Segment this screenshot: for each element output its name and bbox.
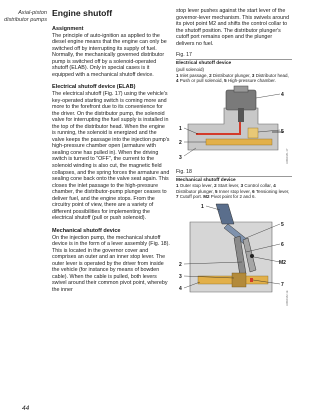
side-note: Axial-piston distributor pumps (4, 10, 47, 23)
armature-shape (238, 108, 244, 122)
fig17-callout: 2 (179, 139, 182, 146)
electrical-text: The electrical shutoff (Fig. 17) using the vehicle's key-operated starting switch is coming more and more to the forefront due to its convenience for the driver. On the distributor pump, the solenoid valve for interrupting the fuel supply is installed in the top of the distributor head. When the engine is running, the solenoid is energized and the valve keeps the passage into the injection pump's high-pressure chamber open (armature with sealing cone has pulled in). When the driving switch is turned to "OFF", the current to the solenoid winding is also cut, the magnetic field collapses, and the spring forces the armature and sealing cone back onto the valve seat again. This closes the inlet passage to the high-pressure chamber, the distributor-pump plunger ceases to deliver fuel, and the engine stops. From the circuitry point of view, there are a variety of different possibilities for implementing the electrical shutoff (pull or push solenoid). (52, 91, 170, 222)
fig18-legend-num: 3 (240, 183, 244, 189)
fig17-illustration (176, 84, 292, 166)
fig18-callout: M2 (279, 259, 286, 266)
mechanical-heading: Mechanical shutoff device (52, 227, 121, 234)
distributor-plunger-shape (206, 139, 272, 145)
electrical-heading: Electrical shutoff device (ELAB) (52, 84, 136, 91)
fig17-legend-text: Distributor plunger, (212, 72, 251, 78)
fig18-legend-text: Outer stop lever, (179, 183, 213, 189)
fig18-legend-num: 2 (214, 183, 217, 189)
fig18-legend-text: Tensioning lever, (255, 188, 290, 194)
assignment-heading: Assignment (52, 26, 84, 32)
fig18-callout: 1 (201, 203, 204, 210)
fig17-callout: 4 (281, 91, 284, 98)
fig18-callout: 4 (179, 285, 182, 292)
right-column (176, 8, 292, 308)
fig18-legend (176, 183, 292, 200)
fig18-code: UMK0182-1E (286, 290, 289, 306)
solenoid-terminal-shape (234, 86, 248, 92)
fig18-legend-text: Inner stop lever, (218, 188, 251, 194)
fig17-legend-num: 3 (251, 72, 255, 78)
cutoff-port-shape (250, 278, 253, 282)
fig17-label: Fig. 17 (176, 52, 192, 59)
fig17-legend-text: Distributor head, (255, 72, 289, 78)
fig18-caption (176, 176, 292, 200)
solenoid-shape (226, 90, 256, 110)
fig18-illustration (176, 200, 292, 308)
fig17-legend-text: Inlet passage, (179, 72, 208, 78)
fig17-callout: 1 (179, 125, 182, 132)
fig18-legend-num: 4 (273, 183, 276, 189)
fig17-title: Electrical shutoff device (176, 61, 232, 67)
continuation-text: stop lever pushes against the start lever of the governor-lever mechanism. This swivels around its pivot point M2 and shifts the control collar to the shutoff position. The distributor plunger's cutoff port remains open and the plunger delivers no fuel. (176, 8, 290, 47)
fig18-title: Mechanical shutoff device (176, 177, 236, 183)
fig18-callout: 2 (179, 261, 182, 268)
fig18-legend-text: Cutoff port. (179, 194, 202, 200)
fig17-legend-num: 5 (224, 78, 227, 84)
outer-stop-lever-shape (216, 204, 234, 224)
fig18-callout: 5 (281, 221, 284, 228)
mechanical-text: On the injection pump, the mechanical shutoff device is in the form of a lever assembly (Fig. 18). This is located in the governor cover and comprises an outer and an inner stop lever. The outer lever is operated by the driver from inside the vehicle (for instance by means of bowden cable). When the cable is pulled, both levers swivel around their common pivot point, whereby the inner (52, 234, 170, 293)
fig18-legend-num: 6 (252, 188, 255, 194)
fig18-legend-text: Distributor plunger, (176, 188, 214, 194)
fig18-legend-num: 5 (215, 188, 218, 194)
fig18-callout: 6 (281, 241, 284, 248)
fig18-legend-num: 1 (176, 183, 179, 189)
control-collar-shape (232, 273, 246, 287)
fig17-subtitle: (pull solenoid) (176, 67, 205, 73)
high-pressure-chamber-shape (248, 128, 258, 138)
fig17-legend-num: 4 (176, 78, 179, 84)
fig18-callout: 3 (179, 273, 182, 280)
fig17-caption (176, 59, 292, 83)
left-column (52, 8, 170, 298)
fig17-callout: 3 (179, 154, 182, 161)
fig18-callout: 7 (281, 281, 284, 288)
assignment-text: The principle of auto-ignition as applied to the diesel engine means that the engine can only be switched off by interrupting its supply of fuel. Normally, the mechanically governed distributor pump is switched off by a solenoid-operated shutoff (ELAB). Only in special cases is it equipped with a mechanical shutoff device. (52, 32, 167, 78)
fig17-legend-num: 1 (176, 72, 179, 78)
pivot-point-shape (250, 254, 254, 258)
page-title: Engine shutoff (52, 8, 113, 18)
fig17-legend-num: 2 (209, 72, 212, 78)
fig17-legend-text: Push or pull solenoid, (179, 78, 223, 84)
page-number: 44 (22, 405, 30, 412)
fig18-legend-num: M2 (203, 194, 210, 200)
fig18-label: Fig. 18 (176, 168, 192, 175)
fig17-legend (176, 73, 292, 84)
fig18-legend-num: 7 (176, 194, 179, 200)
fig17-code: UMK0181-1Y (286, 148, 289, 164)
fig18-legend-text: Control collar, (244, 183, 272, 189)
fig18-legend-text: Pivot point for 2 and 6. (210, 194, 256, 200)
fig17-legend-text: High-pressure chamber. (227, 78, 276, 84)
fig18-legend-text: Start lever, (217, 183, 240, 189)
fig17-callout: 5 (281, 128, 284, 135)
